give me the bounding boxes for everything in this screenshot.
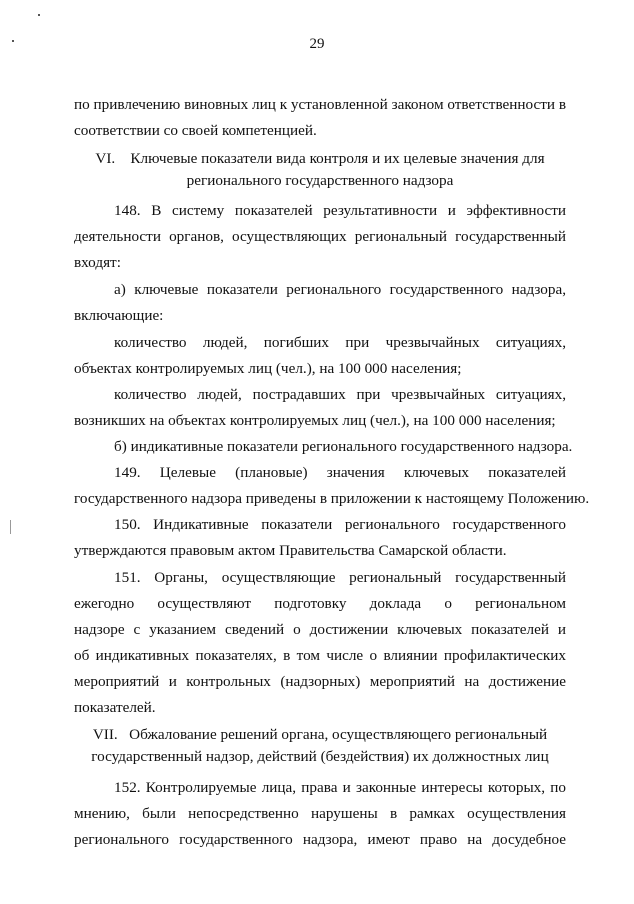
text-line: соответствии со своей компетенцией. xyxy=(74,122,317,139)
text-line: мероприятий и контрольных (надзорных) мероприятий на достижение xyxy=(74,673,566,690)
text-line: входят: xyxy=(74,254,121,271)
text-line: а) ключевые показатели регионального государственного надзора, xyxy=(114,281,566,298)
text-line: показателей. xyxy=(74,699,156,716)
paragraph-149 xyxy=(74,460,590,512)
text-line: об индикативных показателях, в том числе о влиянии профилактических xyxy=(74,647,566,664)
text-line: деятельности органов, осуществляющих региональный государственный xyxy=(74,228,566,245)
text-line: 150. Индикативные показатели регионального государственного xyxy=(114,516,566,533)
scan-speck xyxy=(38,14,40,16)
paragraph-148-a xyxy=(74,277,566,329)
text-line: включающие: xyxy=(74,307,164,324)
heading-line: VI. Ключевые показатели вида контроля и их целевые значения для xyxy=(95,150,545,167)
text-line: мнению, были непосредственно нарушены в рамках осуществления xyxy=(74,805,566,822)
continuation-paragraph xyxy=(74,92,566,144)
text-line: 151. Органы, осуществляющие региональный государственный xyxy=(114,569,566,586)
paragraph-148 xyxy=(74,198,566,276)
text-line: б) индикативные показатели регионального государственного надзора. xyxy=(114,438,573,455)
text-line: 148. В систему показателей результативности и эффективности xyxy=(114,202,566,219)
scan-speck xyxy=(10,520,11,534)
text-line: утверждаются правовым актом Правительства Самарской области. xyxy=(74,542,507,559)
text-line: надзоре с указанием сведений о достижении ключевых показателей и xyxy=(74,621,566,638)
paragraph-148-b xyxy=(74,434,573,460)
paragraph-151 xyxy=(74,565,566,721)
text-line: объектах контролируемых лиц (чел.), на 100 000 населения; xyxy=(74,360,462,377)
section-heading-vii xyxy=(74,724,566,768)
text-line: 152. Контролируемые лица, права и законные интересы которых, по xyxy=(114,779,566,796)
text-line: количество людей, погибших при чрезвычайных ситуациях, xyxy=(114,334,566,351)
heading-line: государственный надзор, действий (бездействия) их должностных лиц xyxy=(91,748,549,765)
text-line: ежегодно осуществляют подготовку доклада о региональном xyxy=(74,595,566,612)
text-line: государственного надзора приведены в приложении к настоящему Положению. xyxy=(74,490,590,507)
text-line: регионального государственного надзора, имеют право на досудебное xyxy=(74,831,566,848)
section-heading-vi xyxy=(74,148,566,192)
paragraph-148-a-item1 xyxy=(74,330,566,382)
text-line: количество людей, пострадавших при чрезвычайных ситуациях, xyxy=(114,386,566,403)
heading-line: регионального государственного надзора xyxy=(186,172,454,189)
paragraph-150 xyxy=(74,512,566,564)
page-number: 29 xyxy=(309,36,325,52)
paragraph-152 xyxy=(74,775,566,853)
text-line: 149. Целевые (плановые) значения ключевых показателей xyxy=(114,464,566,481)
paragraph-148-a-item2 xyxy=(74,382,566,434)
text-line: возникших на объектах контролируемых лиц (чел.), на 100 000 населения; xyxy=(74,412,556,429)
text-line: по привлечению виновных лиц к установленной законом ответственности в xyxy=(74,96,566,113)
heading-line: VII. Обжалование решений органа, осуществляющего региональный xyxy=(92,726,548,743)
